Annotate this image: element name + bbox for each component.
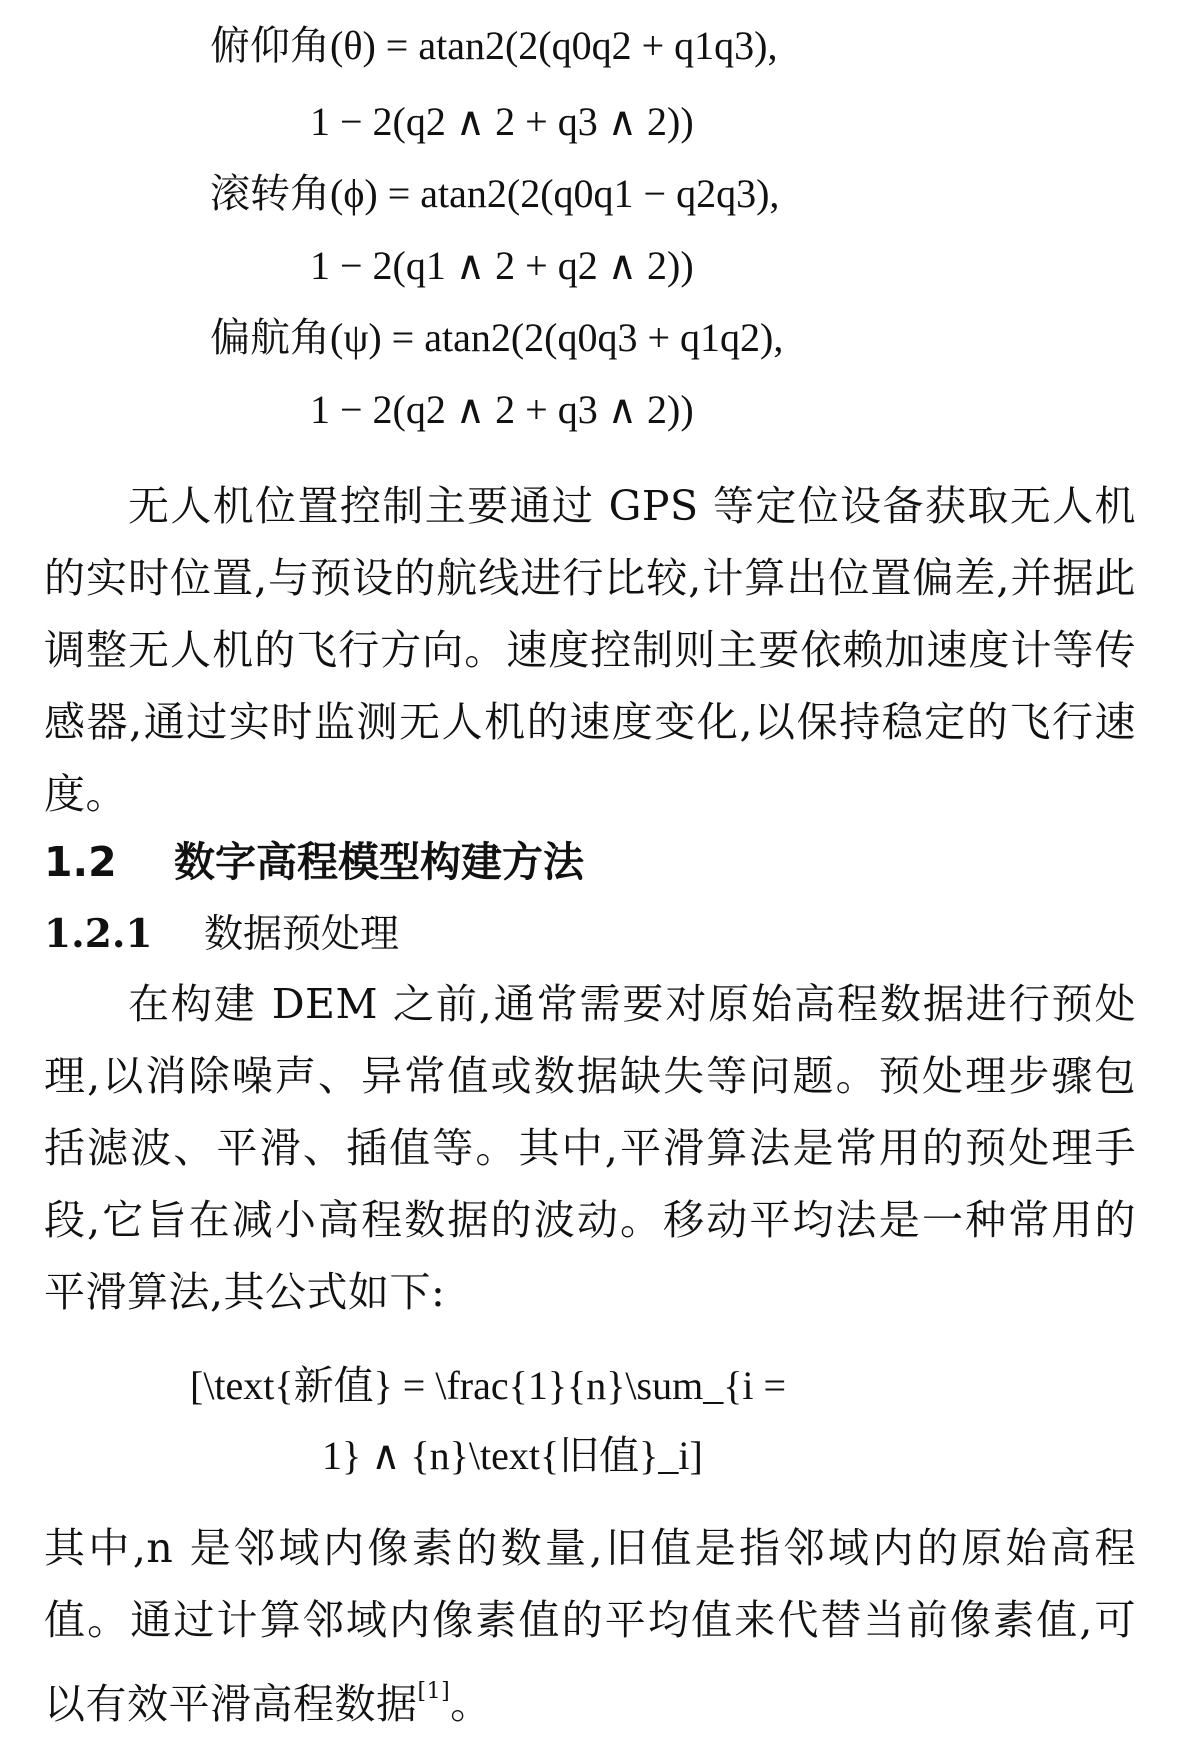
section-number: 1.2 (44, 838, 117, 886)
subsection-title: 数据预处理 (204, 912, 400, 957)
pitch-equation-line2: 1 − 2(q2 ∧ 2 + q3 ∧ 2)) (310, 99, 694, 144)
citation-reference[interactable]: [1] (417, 1679, 451, 1704)
moving-average-formula-line2: 1} ∧ {n}\text{旧值}_i] (322, 1433, 703, 1478)
section-heading (44, 832, 584, 892)
pitch-equation-line1: 俯仰角(θ) = atan2(2(q0q2 + q1q3), (210, 23, 778, 68)
paragraph-position-control: 无人机位置控制主要通过 GPS 等定位设备获取无人机的实时位置,与预设的航线进行比较,计算出位置偏差,并据此调整无人机的飞行方向。速度控制则主要依赖加速度计等传感器,通过实时监测无人机的速度变化,以保持稳定的飞行速度。 (44, 482, 1136, 818)
explanation-end: 。 (450, 1680, 492, 1728)
subsection-heading (44, 904, 399, 965)
paragraph-explanation (44, 1512, 1136, 1740)
subsection-number: 1.2.1 (44, 911, 153, 957)
moving-average-formula-line1: [\text{新值} = \frac{1}{n}\sum_{i = (190, 1363, 787, 1408)
yaw-equation-line1: 偏航角(ψ) = atan2(2(q0q3 + q1q2), (210, 315, 784, 360)
roll-equation-line2: 1 − 2(q1 ∧ 2 + q2 ∧ 2)) (310, 243, 694, 288)
explanation-text: 其中,n 是邻域内像素的数量,旧值是指邻域内的原始高程值。通过计算邻域内像素值的平均值来代替当前像素值,可以有效平滑高程数据 (44, 1524, 1136, 1728)
paragraph-preprocessing: 在构建 DEM 之前,通常需要对原始高程数据进行预处理,以消除噪声、异常值或数据缺失等问题。预处理步骤包括滤波、平滑、插值等。其中,平滑算法是常用的预处理手段,它旨在减小高程数据的波动。移动平均法是一种常用的平滑算法,其公式如下: (44, 980, 1136, 1316)
roll-equation-line1: 滚转角(ϕ) = atan2(2(q0q1 − q2q3), (210, 171, 780, 216)
yaw-equation-line2: 1 − 2(q2 ∧ 2 + q3 ∧ 2)) (310, 387, 694, 432)
section-title: 数字高程模型构建方法 (174, 838, 584, 886)
